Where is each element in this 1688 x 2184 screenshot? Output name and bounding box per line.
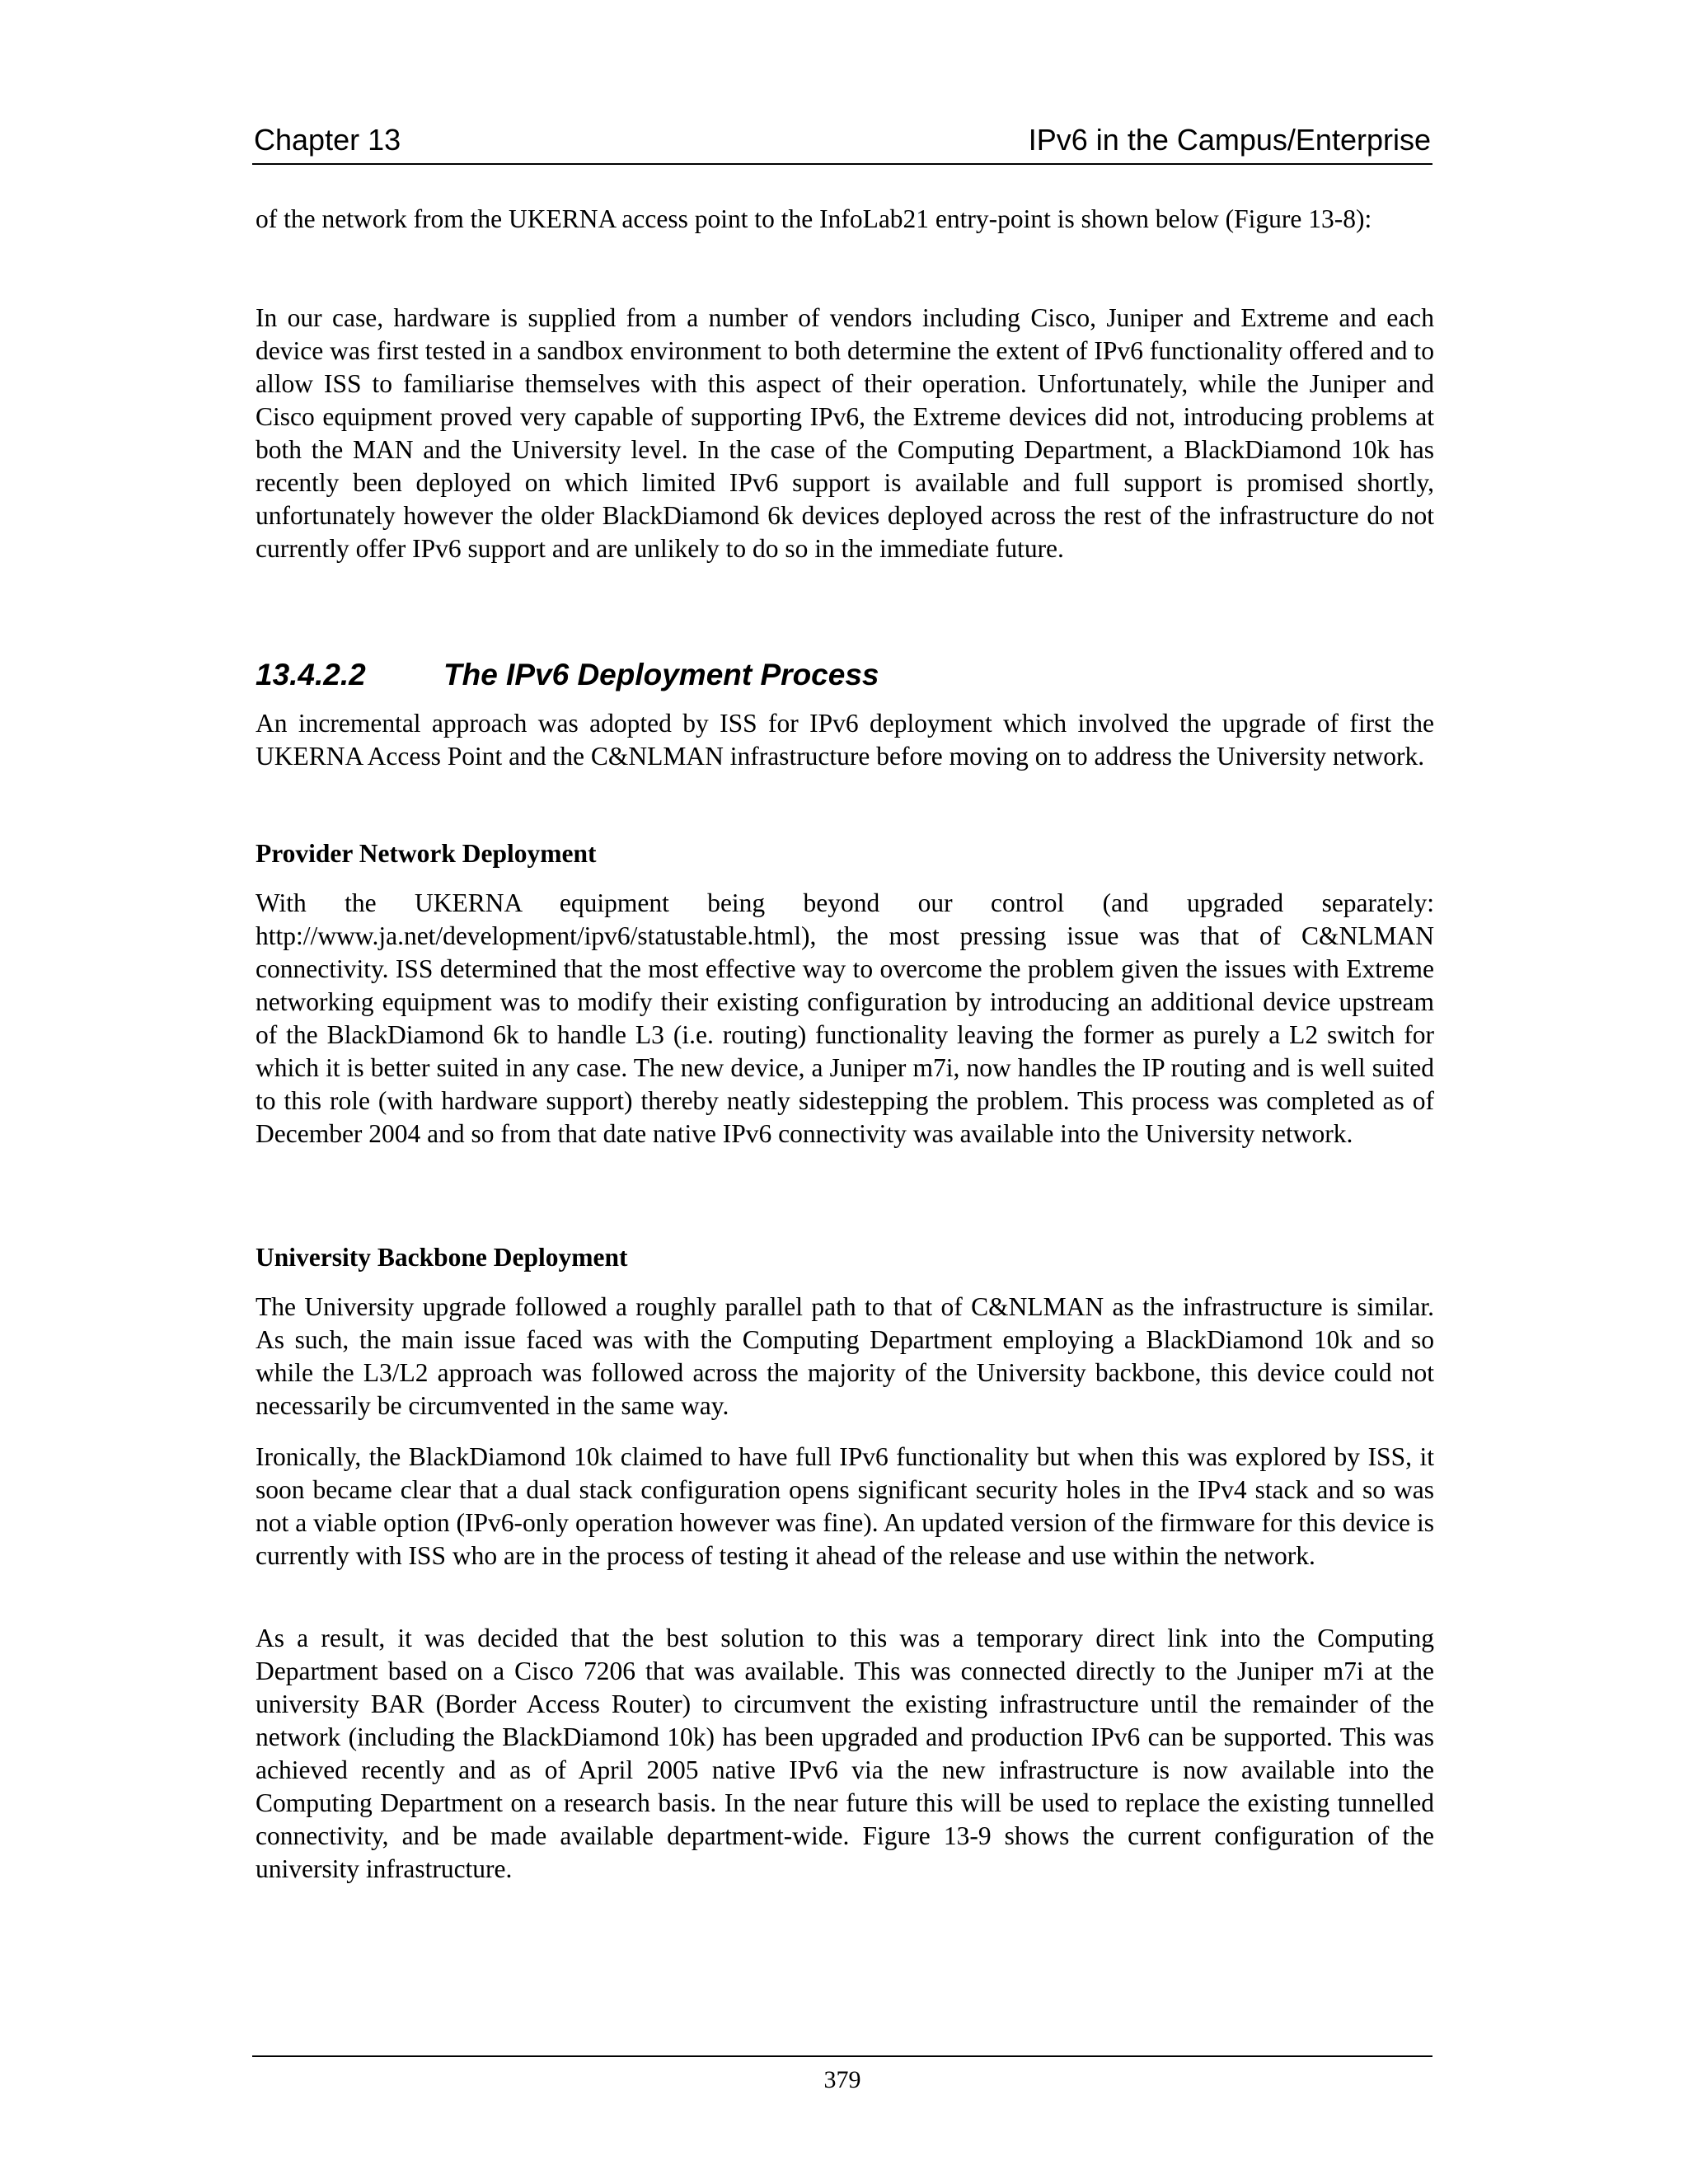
page-number: 379	[823, 2066, 861, 2093]
chapter-title: IPv6 in the Campus/Enterprise	[1028, 123, 1431, 157]
subheading-university-deployment: University Backbone Deployment	[256, 1243, 628, 1272]
section-title: The IPv6 Deployment Process	[443, 658, 879, 691]
paragraph-provider-deployment: With the UKERNA equipment being beyond our control (and upgraded separately: http://www.ja.net/development/ipv6/statustable.html), the most pressing issue was that of C&NLMAN connectivity. ISS determined that the most effective way to overcome the problem given the issues with Extreme networking equipment was to modify their existing configuration by introducing an additional device upstream of the BlackDiamond 6k to handle L3 (i.e. routing) functionality leaving the former as purely a L2 switch for which it is better suited in any case. The new device, a Juniper m7i, now handles the IP routing and is well suited to this role (with hardware support) thereby neatly sidestepping the problem. This process was completed as of December 2004 and so from that date native IPv6 connectivity was available into the University network.	[256, 888, 1434, 1148]
subheading-provider-deployment: Provider Network Deployment	[256, 839, 597, 868]
paragraph-incremental-approach: An incremental approach was adopted by ISS for IPv6 deployment which involved the upgrade of first the UKERNA Access Point and the C&NLMAN infrastructure before moving on to address the University network.	[256, 709, 1434, 771]
paragraph-blackdiamond-firmware: Ironically, the BlackDiamond 10k claimed to have full IPv6 functionality but when this was explored by ISS, it soon became clear that a dual stack configuration opens significant security holes in the IPv4 stack and so was not a viable option (IPv6-only operation however was fine). An updated version of the firmware for this device is currently with ISS who are in the process of testing it ahead of the release and use within the network.	[256, 1442, 1434, 1570]
paragraph-cisco-direct-link: As a result, it was decided that the best solution to this was a temporary direct link into the Computing Department based on a Cisco 7206 that was available. This was connected directly to the Juniper m7i at the university BAR (Border Access Router) to circumvent the existing infrastructure until the remainder of the network (including the BlackDiamond 10k) has been upgraded and production IPv6 can be supported. This was achieved recently and as of April 2005 native IPv6 via the new infrastructure is now available into the Computing Department on a research basis. In the near future this will be used to replace the existing tunnelled connectivity, and be made available department-wide. Figure 13-9 shows the current configuration of the university infrastructure.	[256, 1624, 1434, 1883]
paragraph-hardware-vendors: In our case, hardware is supplied from a number of vendors including Cisco, Juniper and Extreme and each device was first tested in a sandbox environment to both determine the extent of IPv6 functionality offered and to allow ISS to familiarise themselves with this aspect of their operation. Unfortunately, while the Juniper and Cisco equipment proved very capable of supporting IPv6, the Extreme devices did not, introducing problems at both the MAN and the University level. In the case of the Computing Department, a BlackDiamond 10k has recently been deployed on which limited IPv6 support is available and full support is promised shortly, unfortunately however the older BlackDiamond 6k devices deployed across the rest of the infrastructure do not currently offer IPv6 support and are unlikely to do so in the immediate future.	[256, 303, 1434, 563]
running-header	[252, 120, 1432, 165]
paragraph-university-upgrade: The University upgrade followed a roughly parallel path to that of C&NLMAN as the infrastructure is similar. As such, the main issue faced was with the Computing Department employing a BlackDiamond 10k and so while the L3/L2 approach was followed across the majority of the University backbone, this device could not necessarily be circumvented in the same way.	[256, 1292, 1434, 1420]
footer-rule	[252, 2055, 1432, 2057]
section-heading	[256, 656, 1434, 694]
paragraph-figure-intro: of the network from the UKERNA access point to the InfoLab21 entry-point is shown below (Figure 13-8):	[256, 204, 1372, 233]
chapter-label: Chapter 13	[254, 123, 401, 157]
section-number: 13.4.2.2	[256, 658, 366, 691]
